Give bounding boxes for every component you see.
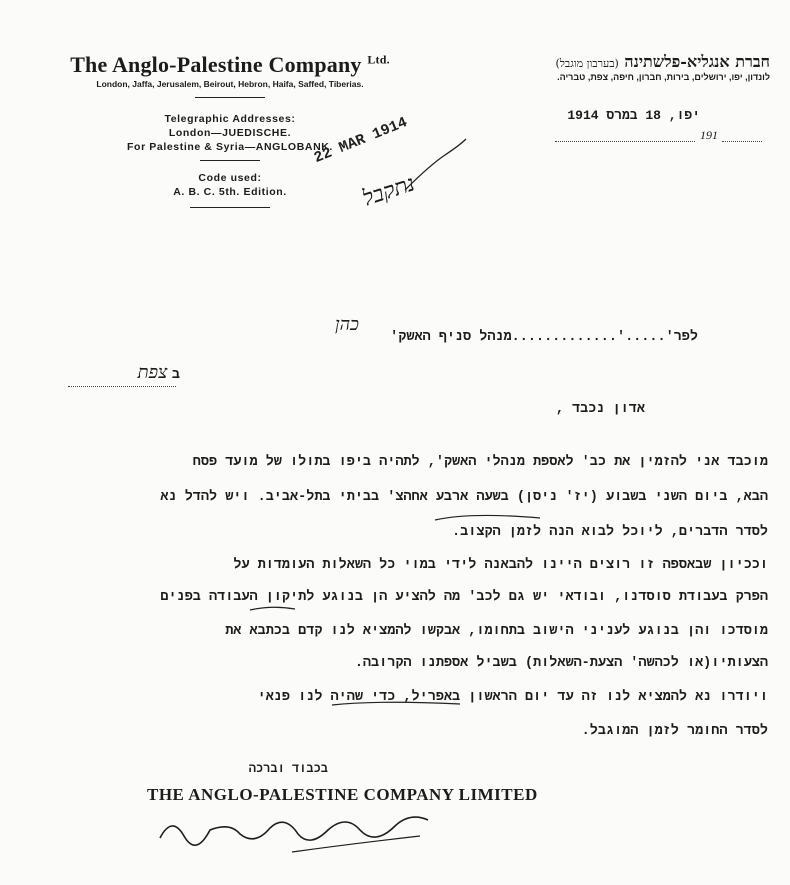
body-line-4: וככיון שבאספה זו רוצים היינו להבאנה לידי במוי כל השאלות העומדות על	[233, 558, 768, 573]
body-line-5: הפרק בעבודת סוסדנו, ובודאי יש גם לכב' מה להציע הן בנוגע לתיקון העבודה בפנים	[160, 590, 768, 605]
recipient-handwritten-place: צפת	[137, 362, 168, 383]
code-value: A. B. C. 5th. Edition.	[173, 186, 287, 198]
body-line-3: לסדר הדברים, ליוכל לבוא הנה לזמן הקצוב.	[452, 525, 768, 540]
body-line-7: הצעותיו(או לכהשה' הצעת-השאלות) בשביל אספתנו הקרובה.	[354, 656, 768, 671]
body-line-9: לסדר החומר לזמן המוגבל.	[581, 724, 768, 739]
body-line-1: מוכבד אני להזמין את כב' לאספת מנהלי האשק', לתהיה ביפו בתולו של מועד פסח	[192, 455, 768, 470]
body-line-2: הבא, ביום השני בשבוע (יז' ניסן) בשעה ארבע אחהצ' בביתי בתל-אביב. ויש להדל נא	[160, 490, 768, 505]
branch-cities-english: London, Jaffa, Jerusalem, Beirout, Hebron, Haifa, Saffed, Tiberias.	[96, 79, 364, 89]
branch-cities-hebrew: לונדון, יפו, ירושלים, בירות, חברון, חיפה, צפת, טבריה.	[557, 72, 770, 82]
code-heading: Code used:	[198, 172, 262, 184]
company-ltd: Ltd.	[367, 52, 390, 67]
company-name-text: The Anglo-Palestine Company	[70, 52, 362, 77]
recipient-handwritten-name: כהן	[335, 314, 359, 335]
body-line-6: מוסדכו והן בנוגע לעניני הישוב בתחומו, אבקשו להמציא לנו קדם בכתבא את	[225, 624, 768, 639]
telegraphic-london: London—JUEDISCHE.	[168, 127, 292, 139]
salutation: אדון נכבד ,	[555, 402, 645, 417]
body-line-8: ויודרו נא להמציא לנו זה עד יום הראשון באפריל, כדי שהיה לנו פנאי	[257, 690, 768, 705]
received-stamp: 22 MAR 1914	[311, 114, 410, 167]
recipient-place-prefix: ב	[171, 368, 180, 383]
year-suffix: 191	[700, 128, 718, 142]
letter-date: יפו, 18 במרס 1914	[567, 108, 700, 123]
handwritten-signature	[150, 800, 450, 860]
recipient-line: לפר'.....'.............מנהל סניף האשק'	[390, 330, 698, 345]
closing-firm-name: THE ANGLO-PALESTINE COMPANY LIMITED	[147, 785, 538, 804]
company-name-hebrew-text: חברת אנגליא-פלשתינה	[624, 52, 770, 71]
telegraphic-heading: Telegraphic Addresses:	[164, 113, 296, 125]
telegraphic-palestine: For Palestine & Syria—ANGLOBANK.	[127, 141, 333, 153]
closing-regards: בכבוד וברכה	[248, 762, 328, 776]
stamp-handwritten-note: נתקבל	[359, 171, 418, 212]
company-note-hebrew: (בערבון מוגבל)	[555, 57, 619, 70]
